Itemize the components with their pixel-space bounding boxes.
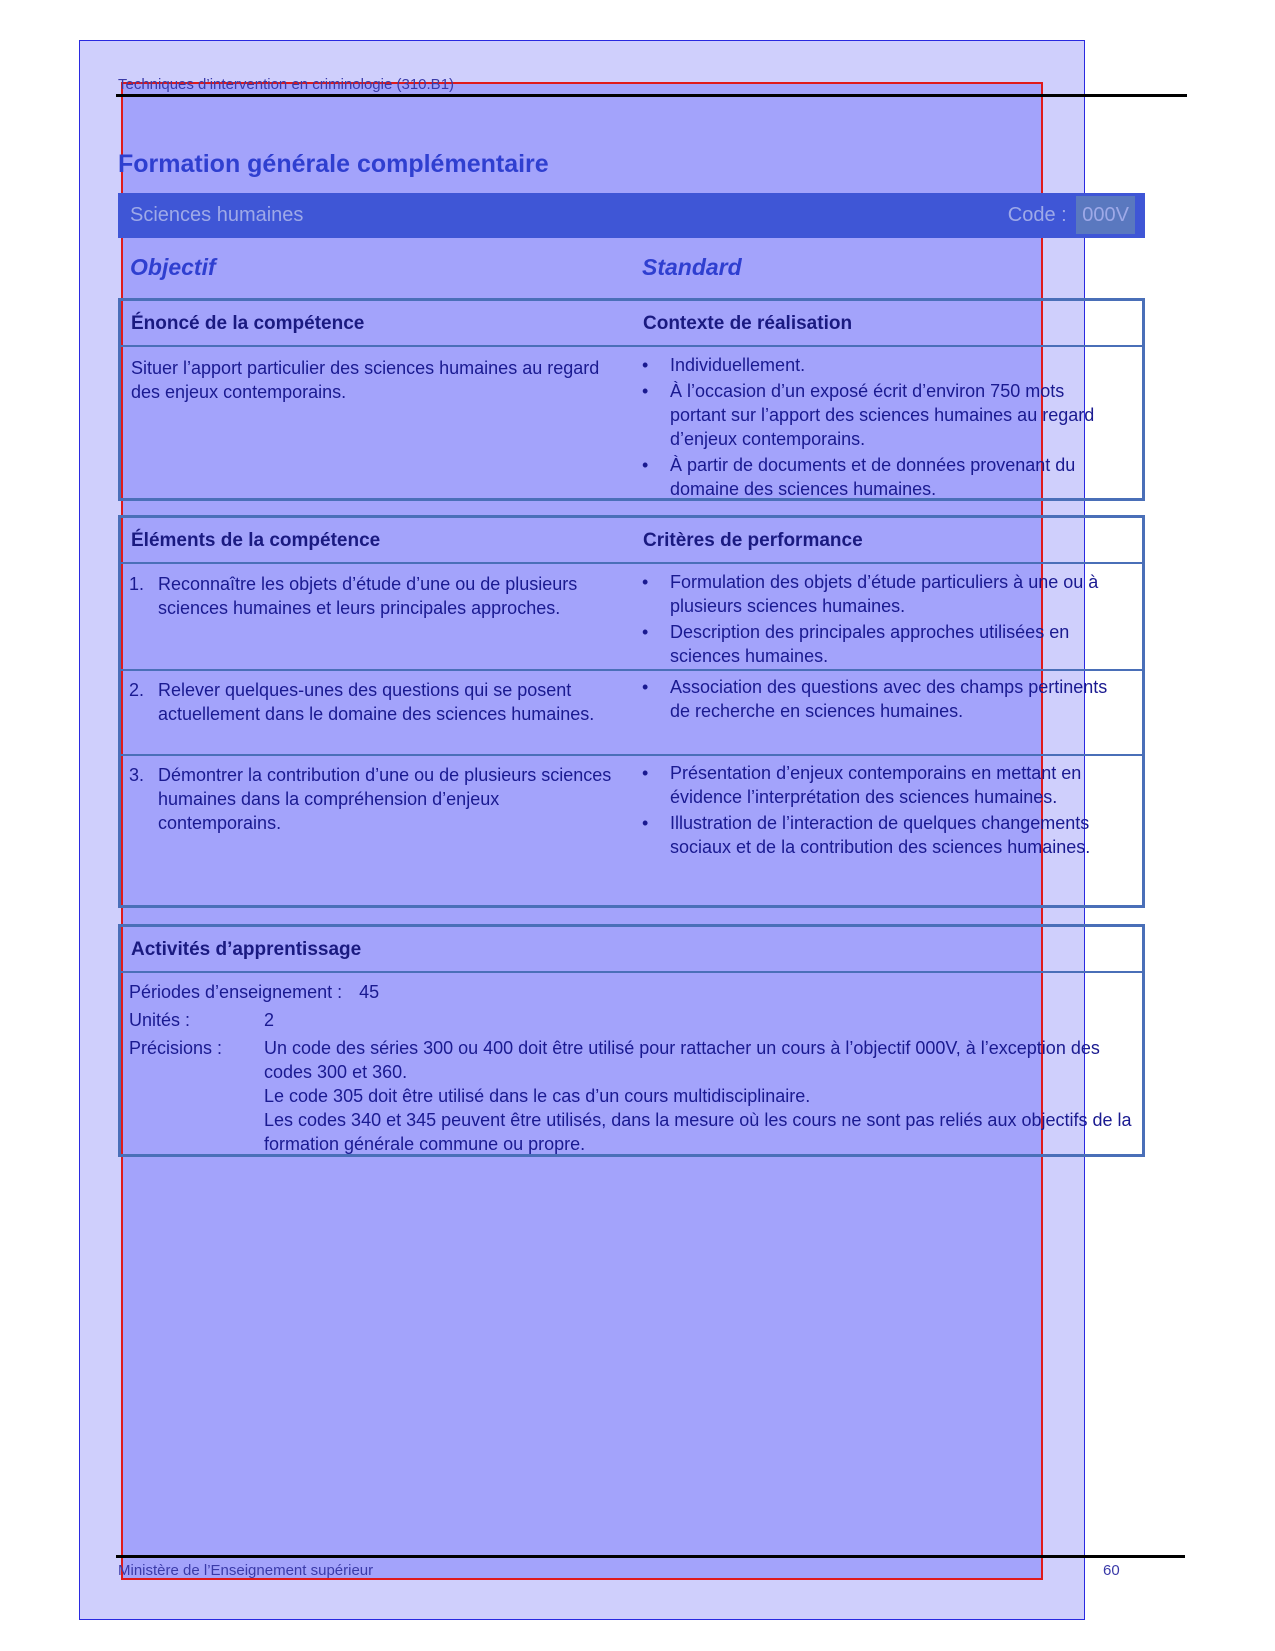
critere-item: • Présentation d’enjeux contemporains en mettant en évidence l’interprétation des sciences humaines. bbox=[641, 761, 1111, 809]
page-number: 60 bbox=[1103, 1562, 1120, 1579]
contexte-heading: Contexte de réalisation bbox=[643, 313, 853, 334]
criteres-list bbox=[641, 675, 1111, 725]
precision-item: Le code 305 doit être utilisé dans le cas d’un cours multidisciplinaire. bbox=[264, 1086, 811, 1106]
element-text: Relever quelques-unes des questions qui se posent actuellement dans le domaine des sciences humaines. bbox=[158, 680, 595, 724]
element-text: Démontrer la contribution d’une ou de plusieurs sciences humaines dans la compréhension d’enjeux contemporains. bbox=[158, 765, 612, 833]
element-number: 1. bbox=[129, 574, 145, 594]
competency-banner bbox=[118, 193, 1145, 238]
unites-row bbox=[129, 1008, 190, 1032]
competence-box-header bbox=[121, 301, 1142, 347]
banner-code-label: Code : bbox=[1007, 204, 1067, 226]
activites-heading: Activités d’apprentissage bbox=[131, 939, 362, 960]
contexte-item: • Individuellement. bbox=[641, 353, 1111, 377]
row-separator bbox=[121, 669, 1142, 671]
footer-rule bbox=[116, 1555, 1185, 1558]
contexte-item: • À l’occasion d’un exposé écrit d’environ 750 mots portant sur l’apport des sciences humaines au regard d’enjeux contemporains. bbox=[641, 379, 1111, 451]
elements-box-header bbox=[121, 518, 1142, 564]
elements-heading: Éléments de la compétence bbox=[131, 530, 381, 551]
element-text: Reconnaître les objets d’étude d’une ou de plusieurs sciences humaines et leurs principales approches. bbox=[158, 574, 578, 618]
enonce-text: Situer l’apport particulier des sciences humaines au regard des enjeux contemporains. bbox=[131, 358, 600, 402]
banner-code bbox=[1008, 204, 1135, 227]
competence-box bbox=[118, 298, 1145, 501]
unites-label: Unités : bbox=[129, 1010, 191, 1030]
periodes-value: 45 bbox=[359, 982, 380, 1002]
column-heading-standard: Standard bbox=[642, 254, 742, 280]
banner-code-value: 000V bbox=[1076, 196, 1135, 234]
section-title: Formation générale complémentaire bbox=[118, 150, 549, 178]
header-rule bbox=[116, 94, 1187, 97]
footer-ministry: Ministère de l’Enseignement supérieur bbox=[118, 1562, 374, 1579]
precision-item: Les codes 340 et 345 peuvent être utilisés, dans la mesure où les cours ne sont pas reliés aux objectifs de la formation générale commune ou propre. bbox=[264, 1110, 1132, 1154]
row-separator bbox=[121, 754, 1142, 756]
criteres-list bbox=[641, 761, 1111, 861]
criteres-list bbox=[641, 570, 1111, 670]
precisions-list bbox=[264, 1036, 1134, 1156]
unites-value: 2 bbox=[264, 1010, 275, 1030]
contexte-list bbox=[641, 353, 1111, 503]
periodes-row bbox=[129, 980, 379, 1004]
critere-item: • Formulation des objets d’étude particuliers à une ou à plusieurs sciences humaines. bbox=[641, 570, 1111, 618]
element-number: 2. bbox=[129, 680, 145, 700]
element-number: 3. bbox=[129, 765, 145, 785]
elements-box bbox=[118, 515, 1145, 908]
banner-domain: Sciences humaines bbox=[130, 204, 304, 226]
criteres-heading: Critères de performance bbox=[643, 530, 863, 551]
precision-item: Un code des séries 300 ou 400 doit être utilisé pour rattacher un cours à l’objectif 000V, à l’exception des codes 300 et 360. bbox=[264, 1038, 1100, 1082]
critere-item: • Association des questions avec des champs pertinents de recherche en sciences humaines. bbox=[641, 675, 1111, 723]
critere-item: • Description des principales approches utilisées en sciences humaines. bbox=[641, 620, 1111, 668]
activites-box bbox=[118, 924, 1145, 1157]
activites-box-header bbox=[121, 927, 1142, 973]
precisions-label: Précisions : bbox=[129, 1038, 223, 1058]
running-header: Techniques d’intervention en criminologie (310.B1) bbox=[118, 76, 455, 93]
enonce-heading: Énoncé de la compétence bbox=[131, 313, 365, 334]
contexte-item: • À partir de documents et de données provenant du domaine des sciences humaines. bbox=[641, 453, 1111, 501]
column-heading-objectif: Objectif bbox=[130, 254, 216, 280]
critere-item: • Illustration de l’interaction de quelques changements sociaux et de la contribution des sciences humaines. bbox=[641, 811, 1111, 859]
periodes-label: Périodes d’enseignement : bbox=[129, 982, 343, 1002]
